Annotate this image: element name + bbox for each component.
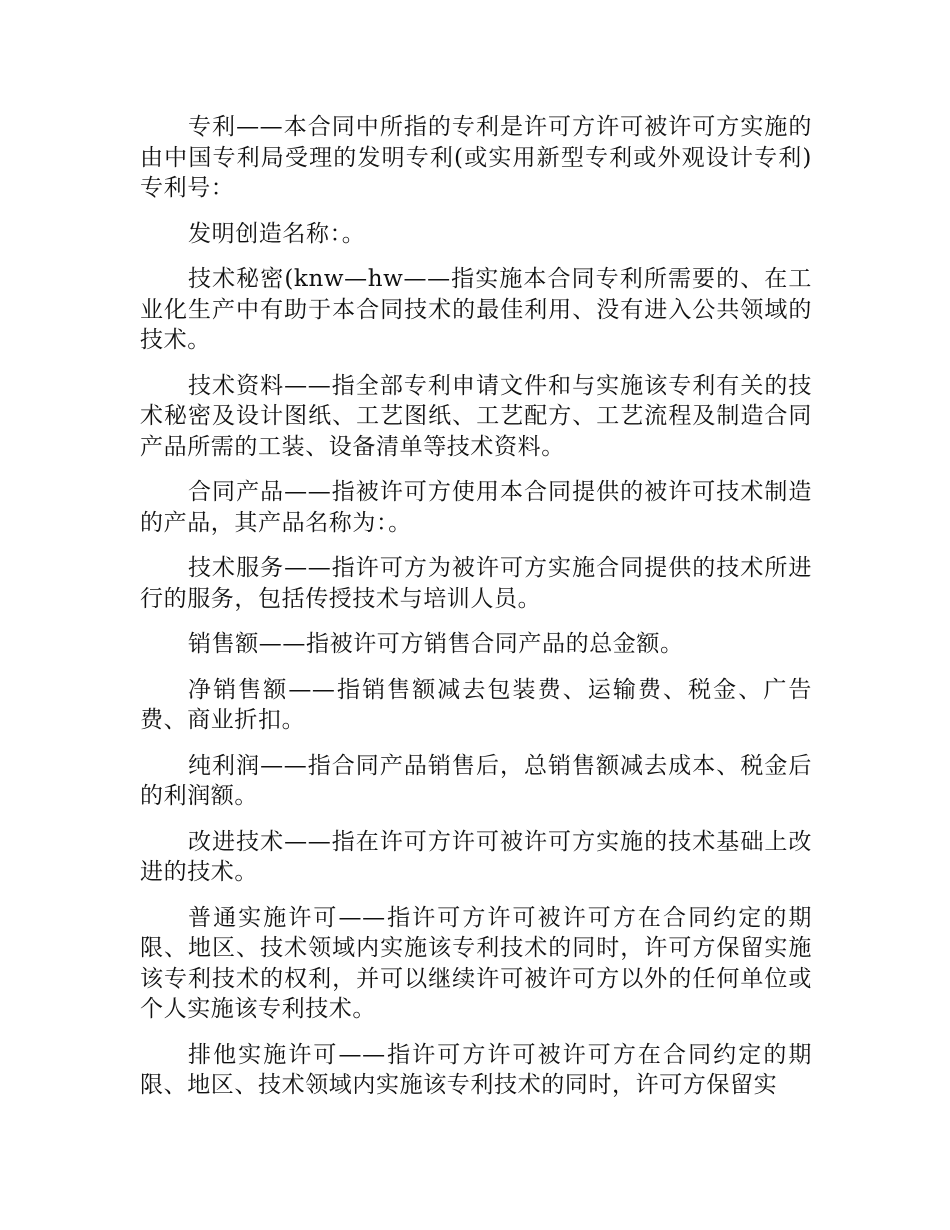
paragraph-technical-data-definition: 技术资料——指全部专利申请文件和与实施该专利有关的技术秘密及设计图纸、工艺图纸、工艺配方、工艺流程及制造合同产品所需的工装、设备清单等技术资料。 [140,372,812,460]
paragraph-net-sales-definition: 净销售额——指销售额减去包装费、运输费、税金、广告费、商业折扣。 [140,676,812,733]
paragraph-patent-definition: 专利——本合同中所指的专利是许可方许可被许可方实施的由中国专利局受理的发明专利(或实用新型专利或外观设计专利)专利号： [140,114,812,201]
paragraph-invention-name: 发明创造名称：。 [188,220,366,247]
paragraph-technical-service-definition: 技术服务——指许可方为被许可方实施合同提供的技术所进行的服务，包括传授技术与培训人员。 [140,555,812,612]
paragraph-ordinary-license-definition: 普通实施许可——指许可方许可被许可方在合同约定的期限、地区、技术领域内实施该专利技术的同时，许可方保留实施该专利技术的权利，并可以继续许可被许可方以外的任何单位或个人实施该专利技术。 [140,904,812,1022]
paragraph-net-profit-definition: 纯利润——指合同产品销售后，总销售额减去成本、税金后的利润额。 [140,752,812,809]
paragraph-exclusive-license-definition: 排他实施许可——指许可方许可被许可方在合同约定的期限、地区、技术领域内实施该专利技术的同时，许可方保留实 [140,1041,812,1098]
document-body [140,112,812,1116]
paragraph-improved-technology-definition: 改进技术——指在许可方许可被许可方实施的技术基础上改进的技术。 [140,828,812,885]
paragraph-contract-product-definition: 合同产品——指被许可方使用本合同提供的被许可技术制造的产品，其产品名称为：。 [140,479,812,536]
paragraph-know-how-definition: 技术秘密(knw—hw——指实施本合同专利所需要的、在工业化生产中有助于本合同技术的最佳利用、没有进入公共领域的技术。 [140,266,812,353]
paragraph-sales-definition: 销售额——指被许可方销售合同产品的总金额。 [188,631,684,657]
